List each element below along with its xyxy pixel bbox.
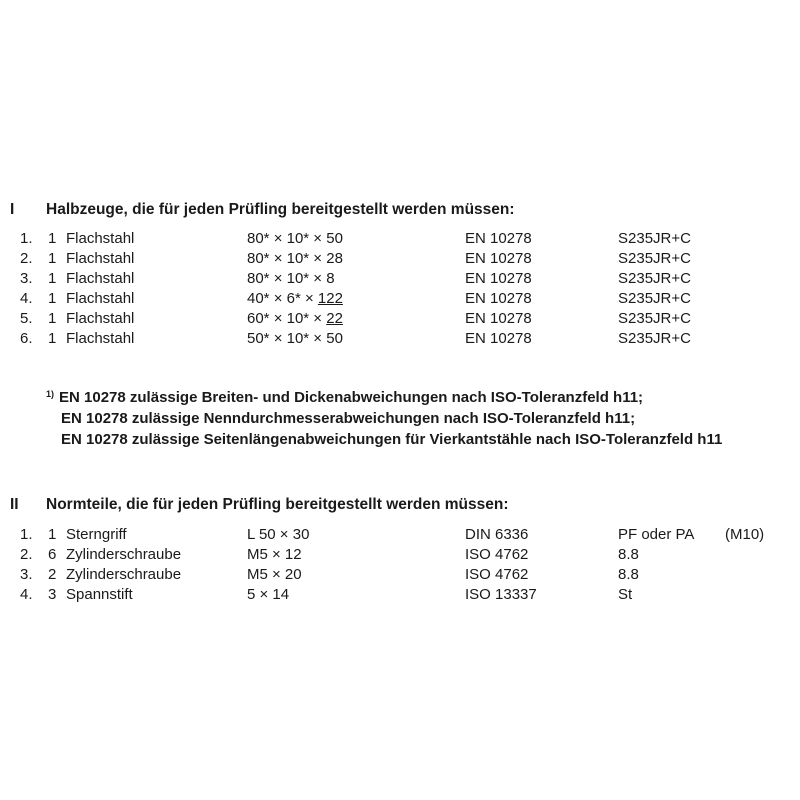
row-dimension (247, 290, 343, 307)
row-material: PF oder PA (618, 526, 695, 543)
row-dimension (247, 230, 343, 247)
row-material: S235JR+C (618, 270, 691, 287)
row-quantity: 1 (48, 250, 57, 267)
row-dimension (247, 270, 335, 287)
row-number: 3. (20, 566, 33, 583)
row-name: Flachstahl (66, 310, 135, 327)
section-2-title: Normteile, die für jeden Prüfling bereitgestellt werden müssen: (46, 496, 509, 513)
row-material: S235JR+C (618, 310, 691, 327)
row-dimension: M5 × 12 (247, 546, 302, 563)
row-name: Flachstahl (66, 330, 135, 347)
row-norm: EN 10278 (465, 290, 532, 307)
dimension-text: 50* × 10* × 50 (247, 330, 343, 347)
section-1-title: Halbzeuge, die für jeden Prüfling bereitgestellt werden müssen: (46, 201, 515, 218)
row-quantity: 6 (48, 546, 57, 563)
row-dimension: M5 × 20 (247, 566, 302, 583)
row-quantity: 1 (48, 310, 57, 327)
row-norm: EN 10278 (465, 250, 532, 267)
footnote (46, 387, 722, 450)
row-name: Spannstift (66, 586, 133, 603)
row-number: 4. (20, 290, 33, 307)
row-quantity: 1 (48, 230, 57, 247)
row-name: Flachstahl (66, 270, 135, 287)
row-name: Zylinderschraube (66, 566, 182, 583)
row-name: Flachstahl (66, 250, 135, 267)
footnote-text: EN 10278 zulässige Breiten- und Dickenabweichungen nach ISO-Toleranzfeld h11; (59, 389, 644, 406)
row-quantity: 1 (48, 330, 57, 347)
row-norm: EN 10278 (465, 310, 532, 327)
row-name: Flachstahl (66, 290, 135, 307)
row-number: 1. (20, 230, 33, 247)
row-material: S235JR+C (618, 330, 691, 347)
section-2-roman: II (10, 496, 19, 513)
row-material: St (618, 586, 633, 603)
dimension-text: 80* × 10* × 28 (247, 250, 343, 267)
row-number: 2. (20, 546, 33, 563)
footnote-line: EN 10278 zulässige Nenndurchmesserabweichungen nach ISO-Toleranzfeld h11; (61, 410, 636, 427)
dimension-text: 80* × 10* × 50 (247, 230, 343, 247)
row-material: 8.8 (618, 546, 639, 563)
row-name: Sterngriff (66, 526, 127, 543)
footnote-marker: 1) (46, 389, 55, 399)
row-name: Zylinderschraube (66, 546, 182, 563)
row-name: Flachstahl (66, 230, 135, 247)
dimension-text: 60* × 10* × (247, 310, 327, 327)
row-dimension (247, 310, 343, 327)
row-number: 4. (20, 586, 33, 603)
row-quantity: 1 (48, 526, 57, 543)
row-norm: EN 10278 (465, 230, 532, 247)
row-quantity: 3 (48, 586, 57, 603)
row-material: 8.8 (618, 566, 639, 583)
row-norm: EN 10278 (465, 330, 532, 347)
row-extra: (M10) (725, 526, 765, 543)
row-dimension (247, 250, 343, 267)
row-quantity: 1 (48, 290, 57, 307)
row-number: 2. (20, 250, 33, 267)
dimension-underlined: 122 (317, 290, 343, 307)
row-number: 1. (20, 526, 33, 543)
row-dimension: L 50 × 30 (247, 526, 310, 543)
row-norm: ISO 4762 (465, 566, 529, 583)
row-number: 3. (20, 270, 33, 287)
row-dimension (247, 330, 343, 347)
row-quantity: 2 (48, 566, 57, 583)
row-number: 5. (20, 310, 33, 327)
row-material: S235JR+C (618, 290, 691, 307)
dimension-underlined: 22 (326, 310, 343, 327)
footnote-line (46, 387, 722, 408)
row-quantity: 1 (48, 270, 57, 287)
footnote-line: EN 10278 zulässige Seitenlängenabweichungen für Vierkantstähle nach ISO-Toleranzfeld h11 (61, 431, 723, 448)
row-norm: EN 10278 (465, 270, 532, 287)
dimension-text: 80* × 10* × 8 (247, 270, 335, 287)
row-dimension: 5 × 14 (247, 586, 290, 603)
row-material: S235JR+C (618, 250, 691, 267)
section-1-roman: I (10, 201, 15, 218)
row-number: 6. (20, 330, 33, 347)
row-material: S235JR+C (618, 230, 691, 247)
row-norm: ISO 4762 (465, 546, 529, 563)
row-norm: ISO 13337 (465, 586, 537, 603)
row-norm: DIN 6336 (465, 526, 529, 543)
dimension-text: 40* × 6* × (247, 290, 318, 307)
